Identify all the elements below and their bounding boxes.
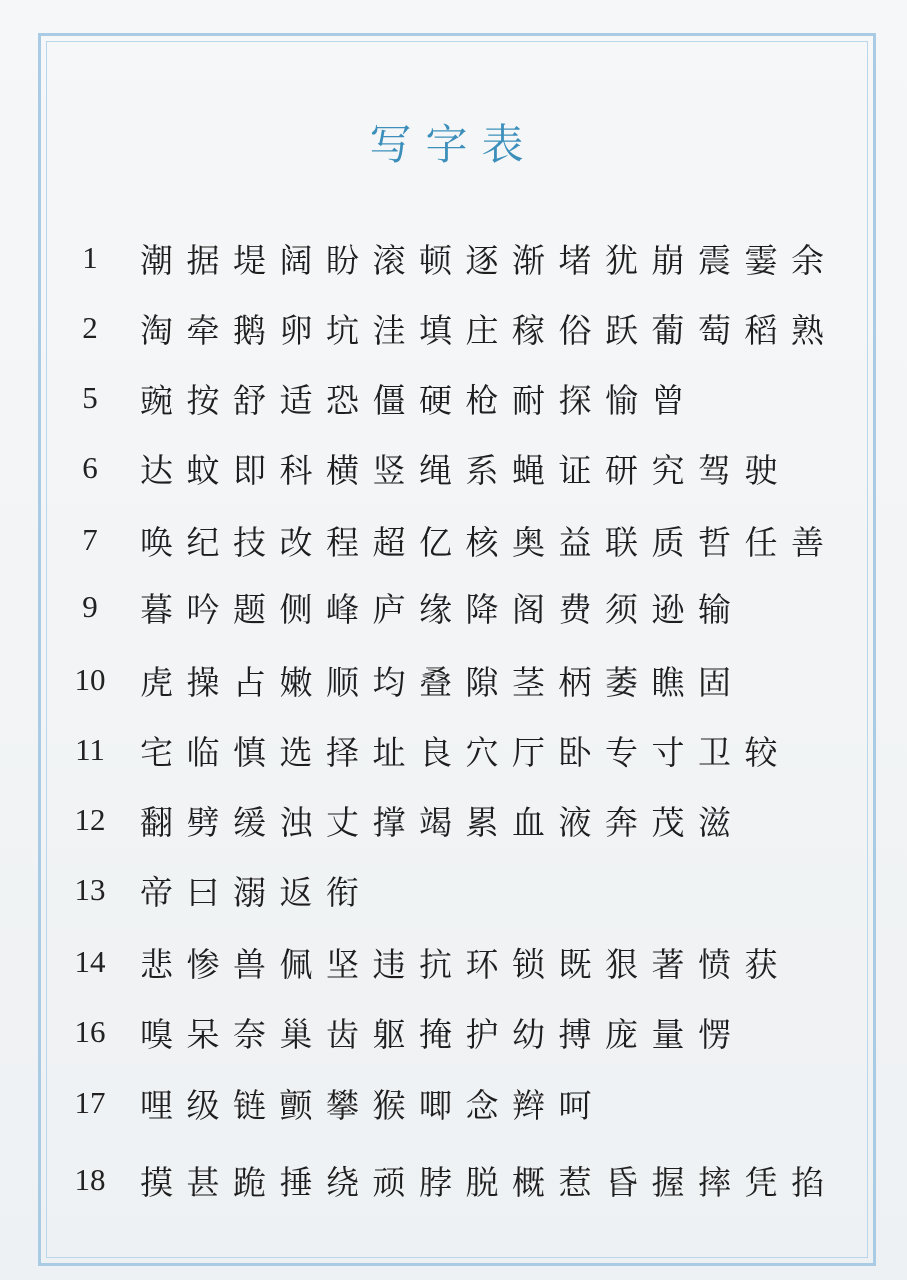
- table-row: [60, 865, 373, 915]
- table-row: [60, 1007, 745, 1057]
- lesson-number: 7: [82, 522, 98, 557]
- table-row: [60, 795, 745, 845]
- lesson-characters: 宅临慎选择址良穴厅卧专寸卫较: [140, 732, 791, 772]
- lesson-number: 18: [74, 1162, 106, 1197]
- page-border-inner: [46, 41, 868, 1258]
- lesson-characters: 帝曰溺返衔: [140, 872, 373, 912]
- table-row: [60, 1155, 838, 1205]
- lesson-number: 17: [74, 1085, 106, 1120]
- lesson-characters: 嗅呆奈巢齿躯掩护幼搏庞量愣: [140, 1014, 745, 1054]
- page-title: 写字表: [369, 120, 538, 169]
- lesson-number: 10: [74, 662, 106, 697]
- lesson-characters: 悲惨兽佩坚违抗环锁既狠著愤获: [140, 944, 791, 984]
- lesson-number: 1: [82, 240, 98, 275]
- table-row: [60, 725, 791, 775]
- lesson-characters: 暮吟题侧峰庐缘降阁费须逊输: [140, 589, 745, 629]
- table-row: [60, 233, 838, 283]
- lesson-characters: 摸甚跪捶绕顽脖脱概惹昏握摔凭掐: [140, 1162, 838, 1202]
- lesson-number: 11: [75, 732, 105, 767]
- lesson-characters: 哩级链颤攀猴唧念辫呵: [140, 1085, 605, 1125]
- table-row: [60, 515, 838, 565]
- table-row: [60, 303, 838, 353]
- lesson-number: 6: [82, 450, 98, 485]
- lesson-number: 2: [82, 310, 98, 345]
- lesson-number: 14: [74, 944, 106, 979]
- table-row: [60, 655, 745, 705]
- table-row: [60, 1078, 605, 1128]
- lesson-characters: 翻劈缓浊丈撑竭累血液奔茂滋: [140, 802, 745, 842]
- lesson-number: 16: [74, 1014, 106, 1049]
- lesson-characters: 虎操占嫩顺均叠隙茎柄萎瞧固: [140, 662, 745, 702]
- lesson-number: 9: [82, 589, 98, 624]
- lesson-characters: 潮据堤阔盼滚顿逐渐堵犹崩震霎余: [140, 240, 838, 280]
- lesson-characters: 唤纪技改程超亿核奥益联质哲任善: [140, 522, 838, 562]
- lesson-number: 13: [74, 872, 106, 907]
- lesson-characters: 豌按舒适恐僵硬枪耐探愉曾: [140, 380, 698, 420]
- lesson-number: 5: [82, 380, 98, 415]
- lesson-number: 12: [74, 802, 106, 837]
- table-row: [60, 937, 791, 987]
- lesson-characters: 淘牵鹅卵坑洼填庄稼俗跃葡萄稻熟: [140, 310, 838, 350]
- lesson-characters: 达蚊即科横竖绳系蝇证研究驾驶: [140, 450, 791, 490]
- table-row: [60, 373, 698, 423]
- table-row: [60, 443, 791, 493]
- table-row: [60, 582, 745, 632]
